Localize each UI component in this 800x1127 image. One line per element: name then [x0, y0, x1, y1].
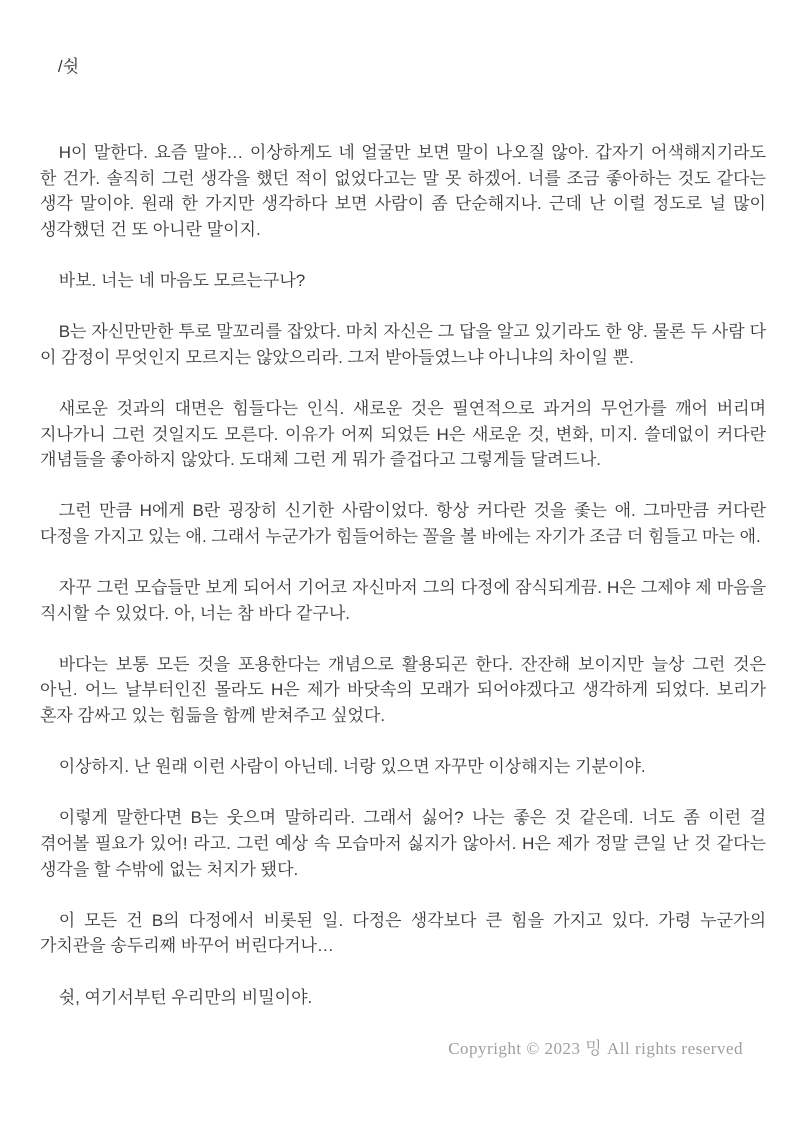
story-paragraph: 자꾸 그런 모습들만 보게 되어서 기어코 자신마저 그의 다정에 잠식되게끔. H은 그제야 제 마음을 직시할 수 있었다. 아, 너는 참 바다 같구나.: [40, 578, 766, 623]
story-paragraph: 이 모든 건 B의 다정에서 비롯된 일. 다정은 생각보다 큰 힘을 가지고 있다. 가령 누군가의 가치관을 송두리째 바꾸어 버린다거나…: [40, 910, 766, 956]
story-paragraph: 쉿, 여기서부턴 우리만의 비밀이야.: [58, 987, 313, 1007]
story-paragraph: 이렇게 말한다면 B는 웃으며 말하리라. 그래서 싫어? 나는 좋은 것 같은데. 너도 좀 이런 걸 겪어볼 필요가 있어! 라고. 그런 예상 속 모습마저 싫지가 않아서. H은 제가 정말 큰일 난 것 같다는 생각을 할 수밖에 없는 처지가 됐다.: [40, 808, 766, 879]
story-paragraph: 바다는 보통 모든 것을 포용한다는 개념으로 활용되곤 한다. 잔잔해 보이지만 늘상 그런 것은 아닌. 어느 날부터인진 몰라도 H은 제가 바닷속의 모래가 되어야겠다고 생각하게 되었다. 보리가 혼자 감싸고 있는 힘듦을 함께 받쳐주고 싶었다.: [40, 654, 766, 726]
copyright-notice: Copyright © 2023 밍 All rights reserved: [448, 1038, 743, 1058]
story-paragraph: H이 말한다. 요즘 말야… 이상하게도 네 얼굴만 보면 말이 나오질 않아. 갑자기 어색해지기라도 한 건가. 솔직히 그런 생각을 했던 적이 없었다고는 말 못 하겠어. 너를 조금 좋아하는 것도 같다는 생각 말이야. 원래 한 가지만 생각하다 보면 사람이 좀 단순해지나. 근데 난 이럴 정도로 널 많이 생각했던 건 또 아니란 말이지.: [40, 143, 766, 239]
story-paragraph: 바보. 너는 네 마음도 모르는구나?: [58, 270, 306, 290]
story-body: [40, 140, 766, 1010]
story-paragraph: 그런 만큼 H에게 B란 굉장히 신기한 사람이었다. 항상 커다란 것을 좇는 애. 그마만큼 커다란 다정을 가지고 있는 애. 그래서 누군가가 힘들어하는 꼴을 볼 바에는 자기가 조금 더 힘들고 마는 애.: [40, 501, 766, 546]
story-paragraph: 이상하지. 난 원래 이런 사람이 아닌데. 너랑 있으면 자꾸만 이상해지는 기분이야.: [58, 757, 646, 777]
story-paragraph: B는 자신만만한 투로 말꼬리를 잡았다. 마치 자신은 그 답을 알고 있기라도 한 양. 물론 두 사람 다 이 감정이 무엇인지 모르지는 않았으리라. 그저 받아들였느냐 아니냐의 차이일 뿐.: [40, 322, 766, 367]
story-paragraph: 새로운 것과의 대면은 힘들다는 인식. 새로운 것은 필연적으로 과거의 무언가를 깨어 버리며 지나가니 그런 것일지도 모른다. 이유가 어찌 되었든 H은 새로운 것, 변화, 미지. 쓸데없이 커다란 개념들을 좋아하지 않았다. 도대체 그런 게 뭐가 즐겁다고 그렇게들 달려드나.: [40, 398, 766, 470]
page-title: /쉿: [57, 57, 79, 76]
